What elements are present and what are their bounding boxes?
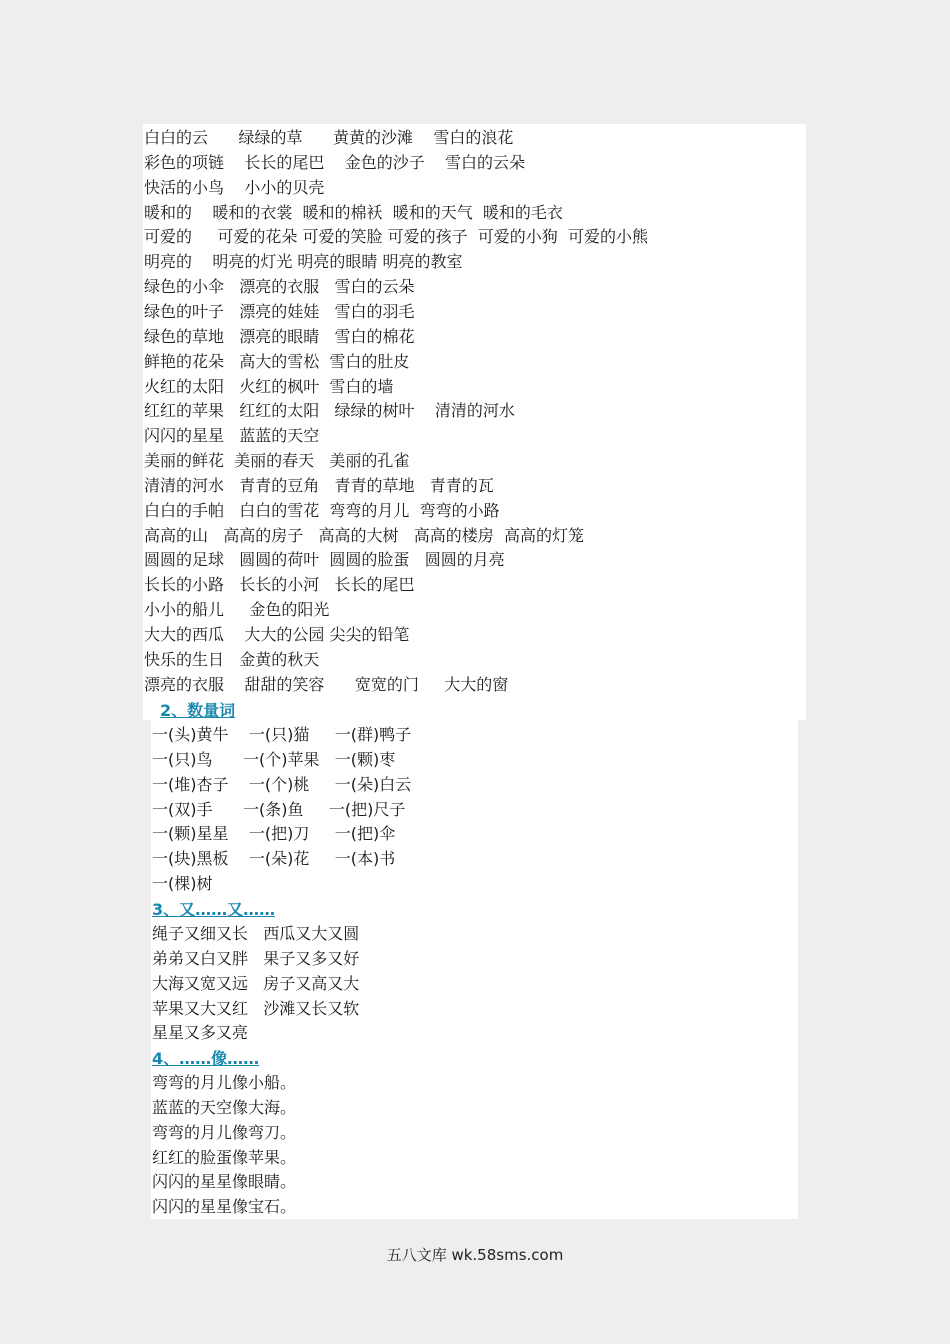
footer-watermark: 五八文库 wk.58sms.com bbox=[386, 1246, 564, 1264]
simile-line: 红红的脸蛋像苹果。 bbox=[152, 1147, 297, 1167]
phrase-line: 高高的山 高高的房子 高高的大树 高高的楼房 高高的灯笼 bbox=[144, 525, 584, 545]
phrase-line: 漂亮的衣服 甜甜的笑容 宽宽的门 大大的窗 bbox=[144, 674, 509, 694]
you-you-line: 大海又宽又远 房子又高又大 bbox=[152, 973, 360, 993]
phrase-line: 快活的小鸟 小小的贝壳 bbox=[144, 177, 325, 197]
you-you-line: 苹果又大又红 沙滩又长又软 bbox=[152, 998, 360, 1018]
phrase-line: 快乐的生日 金黄的秋天 bbox=[144, 649, 320, 669]
phrase-line: 暖和的 暖和的衣裳 暖和的棉袄 暖和的天气 暖和的毛衣 bbox=[144, 202, 563, 222]
phrase-line: 圆圆的足球 圆圆的荷叶 圆圆的脸蛋 圆圆的月亮 bbox=[144, 550, 505, 570]
phrase-line: 大大的西瓜 大大的公园 尖尖的铅笔 bbox=[144, 625, 410, 644]
measure-word-line: 一(棵)树 bbox=[152, 874, 213, 894]
phrase-line: 火红的太阳 火红的枫叶 雪白的墙 bbox=[144, 376, 394, 396]
measure-word-line: 一(头)黄牛 一(只)猫 一(群)鸭子 bbox=[152, 725, 412, 744]
phrase-line: 绿色的叶子 漂亮的娃娃 雪白的羽毛 bbox=[144, 301, 415, 321]
measure-word-line: 一(双)手 一(条)鱼 一(把)尺子 bbox=[152, 799, 406, 819]
simile-line: 闪闪的星星像宝石。 bbox=[152, 1197, 297, 1217]
section-heading-measure-words: 2、数量词 bbox=[160, 701, 236, 720]
phrase-line: 长长的小路 长长的小河 长长的尾巴 bbox=[144, 575, 415, 595]
phrase-line: 白白的云 绿绿的草 黄黄的沙滩 雪白的浪花 bbox=[144, 128, 514, 147]
you-you-line: 弟弟又白又胖 果子又多又好 bbox=[152, 948, 360, 968]
simile-line: 弯弯的月儿像弯刀。 bbox=[152, 1122, 297, 1142]
simile-line: 弯弯的月儿像小船。 bbox=[152, 1073, 297, 1092]
section-heading-xiang: 4、……像…… bbox=[152, 1049, 260, 1068]
phrase-line: 绿色的小伞 漂亮的衣服 雪白的云朵 bbox=[144, 277, 415, 297]
phrase-line: 清清的河水 青青的豆角 青青的草地 青青的瓦 bbox=[144, 475, 494, 495]
simile-line: 闪闪的星星像眼睛。 bbox=[152, 1172, 297, 1192]
section-heading-you-you: 3、又……又…… bbox=[152, 900, 276, 919]
phrase-line: 小小的船儿 金色的阳光 bbox=[144, 600, 330, 620]
measure-word-line: 一(堆)杏子 一(个)桃 一(朵)白云 bbox=[152, 774, 412, 794]
phrase-line: 可爱的 可爱的花朵 可爱的笑脸 可爱的孩子 可爱的小狗 可爱的小熊 bbox=[144, 227, 648, 247]
phrase-line: 绿色的草地 漂亮的眼睛 雪白的棉花 bbox=[144, 326, 415, 346]
simile-line: 蓝蓝的天空像大海。 bbox=[152, 1097, 297, 1117]
measure-word-line: 一(块)黑板 一(朵)花 一(本)书 bbox=[152, 849, 396, 869]
phrase-line: 鲜艳的花朵 高大的雪松 雪白的肚皮 bbox=[144, 351, 410, 371]
measure-word-line: 一(只)鸟 一(个)苹果 一(颗)枣 bbox=[152, 749, 396, 769]
you-you-line: 星星又多又亮 bbox=[152, 1023, 249, 1043]
phrase-line: 彩色的项链 长长的尾巴 金色的沙子 雪白的云朵 bbox=[144, 152, 526, 172]
you-you-line: 绳子又细又长 西瓜又大又圆 bbox=[152, 924, 360, 943]
phrase-line: 红红的苹果 红红的太阳 绿绿的树叶 清清的河水 bbox=[144, 401, 515, 421]
phrase-line: 白白的手帕 白白的雪花 弯弯的月儿 弯弯的小路 bbox=[144, 500, 500, 520]
measure-word-line: 一(颗)星星 一(把)刀 一(把)伞 bbox=[152, 824, 396, 844]
phrase-line: 美丽的鲜花 美丽的春天 美丽的孔雀 bbox=[144, 451, 410, 471]
phrase-line: 明亮的 明亮的灯光 明亮的眼睛 明亮的教室 bbox=[144, 252, 463, 272]
phrase-line: 闪闪的星星 蓝蓝的天空 bbox=[144, 426, 320, 446]
